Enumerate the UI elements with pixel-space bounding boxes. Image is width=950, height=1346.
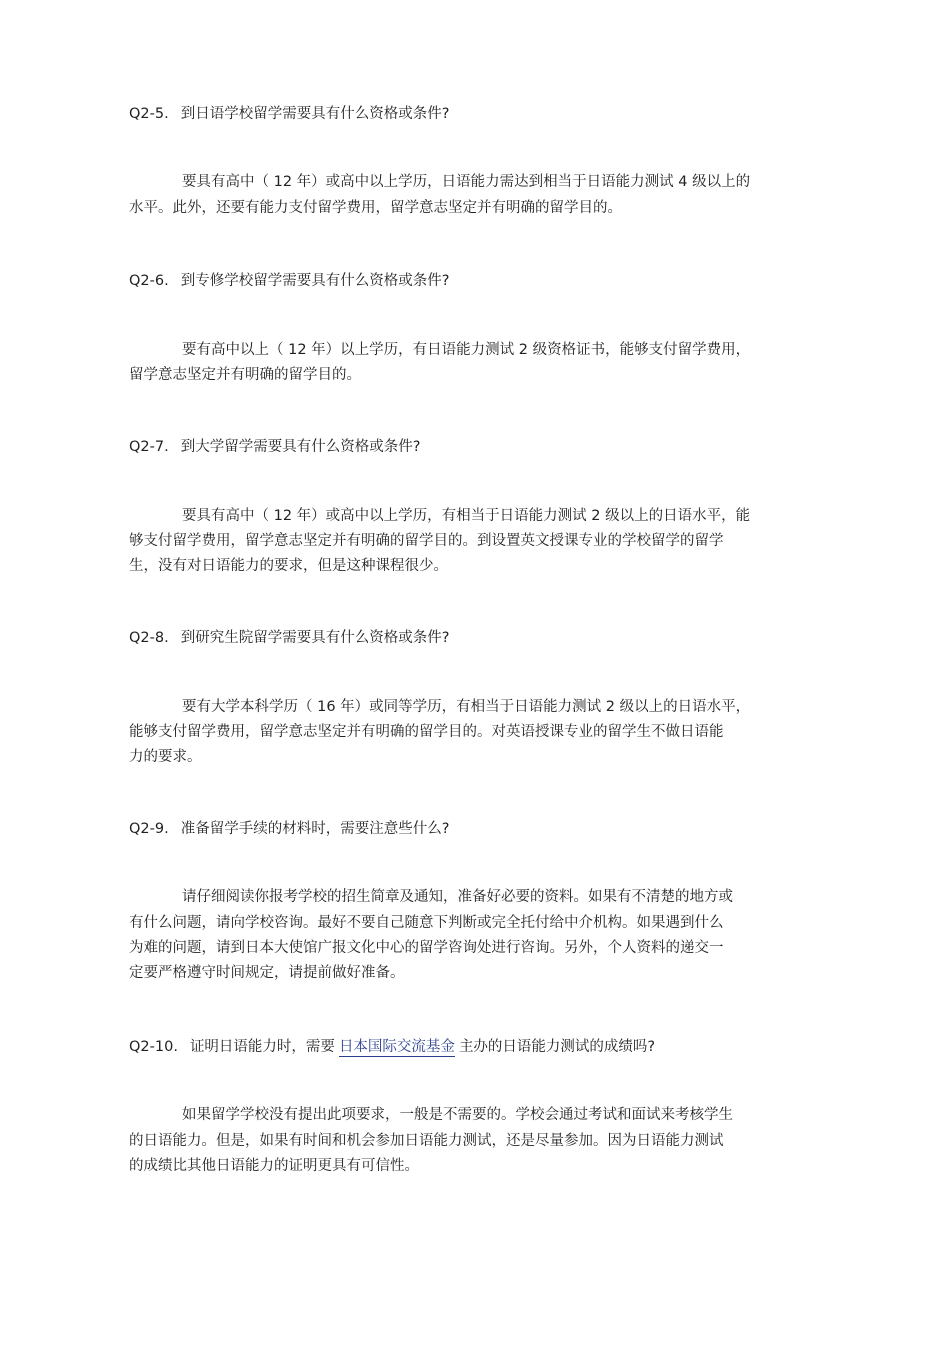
answer-line: 能够支付留学费用，留学意志坚定并有明确的留学目的。对英语授课专业的留学生不做日语能 xyxy=(129,724,724,740)
answer-line: 为难的问题，请到日本大使馆广报文化中心的留学咨询处进行咨询。另外，个人资料的递交一 xyxy=(129,940,724,956)
answer-line: 生，没有对日语能力的要求，但是这种课程很少。 xyxy=(129,558,448,574)
question-heading xyxy=(129,271,449,291)
question-heading xyxy=(129,819,449,839)
answer-line: 的日语能力。但是，如果有时间和机会参加日语能力测试，还是尽量参加。因为日语能力测试 xyxy=(129,1133,724,1149)
answer-line: 要具有高中（ 12 年）或高中以上学历，有相当于日语能力测试 2 级以上的日语水平，能 xyxy=(182,508,751,524)
question-text: 到大学留学需要具有什么资格或条件? xyxy=(180,439,421,455)
question-heading xyxy=(129,437,420,457)
question-text: 到研究生院留学需要具有什么资格或条件? xyxy=(180,630,450,646)
answer-line: 要具有高中（ 12 年）或高中以上学历，日语能力需达到相当于日语能力测试 4 级以上的 xyxy=(182,174,751,190)
question-heading xyxy=(129,104,449,124)
question-text: 到专修学校留学需要具有什么资格或条件? xyxy=(180,273,450,289)
question-number: Q2-10. xyxy=(129,1039,178,1055)
answer-line: 水平。此外，还要有能力支付留学费用，留学意志坚定并有明确的留学目的。 xyxy=(129,200,622,216)
answer-line: 如果留学学校没有提出此项要求，一般是不需要的。学校会通过考试和面试来考核学生 xyxy=(182,1107,733,1123)
question-number: Q2-6. xyxy=(129,273,169,289)
question-text: 准备留学手续的材料时，需要注意些什么? xyxy=(180,821,450,837)
answer-line: 请仔细阅读你报考学校的招生简章及通知，准备好必要的资料。如果有不清楚的地方或 xyxy=(182,889,733,905)
answer-line: 够支付留学费用，留学意志坚定并有明确的留学目的。到设置英文授课专业的学校留学的留学 xyxy=(129,533,724,549)
japan-foundation-link[interactable]: 日本国际交流基金 xyxy=(338,1039,455,1055)
answer-line: 留学意志坚定并有明确的留学目的。 xyxy=(129,367,361,383)
question-text-post: 主办的日语能力测试的成绩吗? xyxy=(458,1039,656,1055)
answer-line: 的成绩比其他日语能力的证明更具有可信性。 xyxy=(129,1158,419,1174)
question-number: Q2-8. xyxy=(129,630,169,646)
answer-line: 有什么问题，请向学校咨询。最好不要自己随意下判断或完全托付给中介机构。如果遇到什么 xyxy=(129,915,724,931)
question-number: Q2-9. xyxy=(129,821,169,837)
answer-line: 力的要求。 xyxy=(129,749,202,765)
question-text-pre: 证明日语能力时，需要 xyxy=(189,1039,335,1055)
question-heading xyxy=(129,1037,655,1057)
answer-line: 要有高中以上（ 12 年）以上学历，有日语能力测试 2 级资格证书，能够支付留学费用， xyxy=(182,342,751,358)
question-number: Q2-7. xyxy=(129,439,169,455)
question-heading xyxy=(129,628,449,648)
question-text: 到日语学校留学需要具有什么资格或条件? xyxy=(180,106,450,122)
answer-line: 要有大学本科学历（ 16 年）或同等学历，有相当于日语能力测试 2 级以上的日语水平， xyxy=(182,699,751,715)
question-number: Q2-5. xyxy=(129,106,169,122)
answer-line: 定要严格遵守时间规定，请提前做好准备。 xyxy=(129,965,405,981)
